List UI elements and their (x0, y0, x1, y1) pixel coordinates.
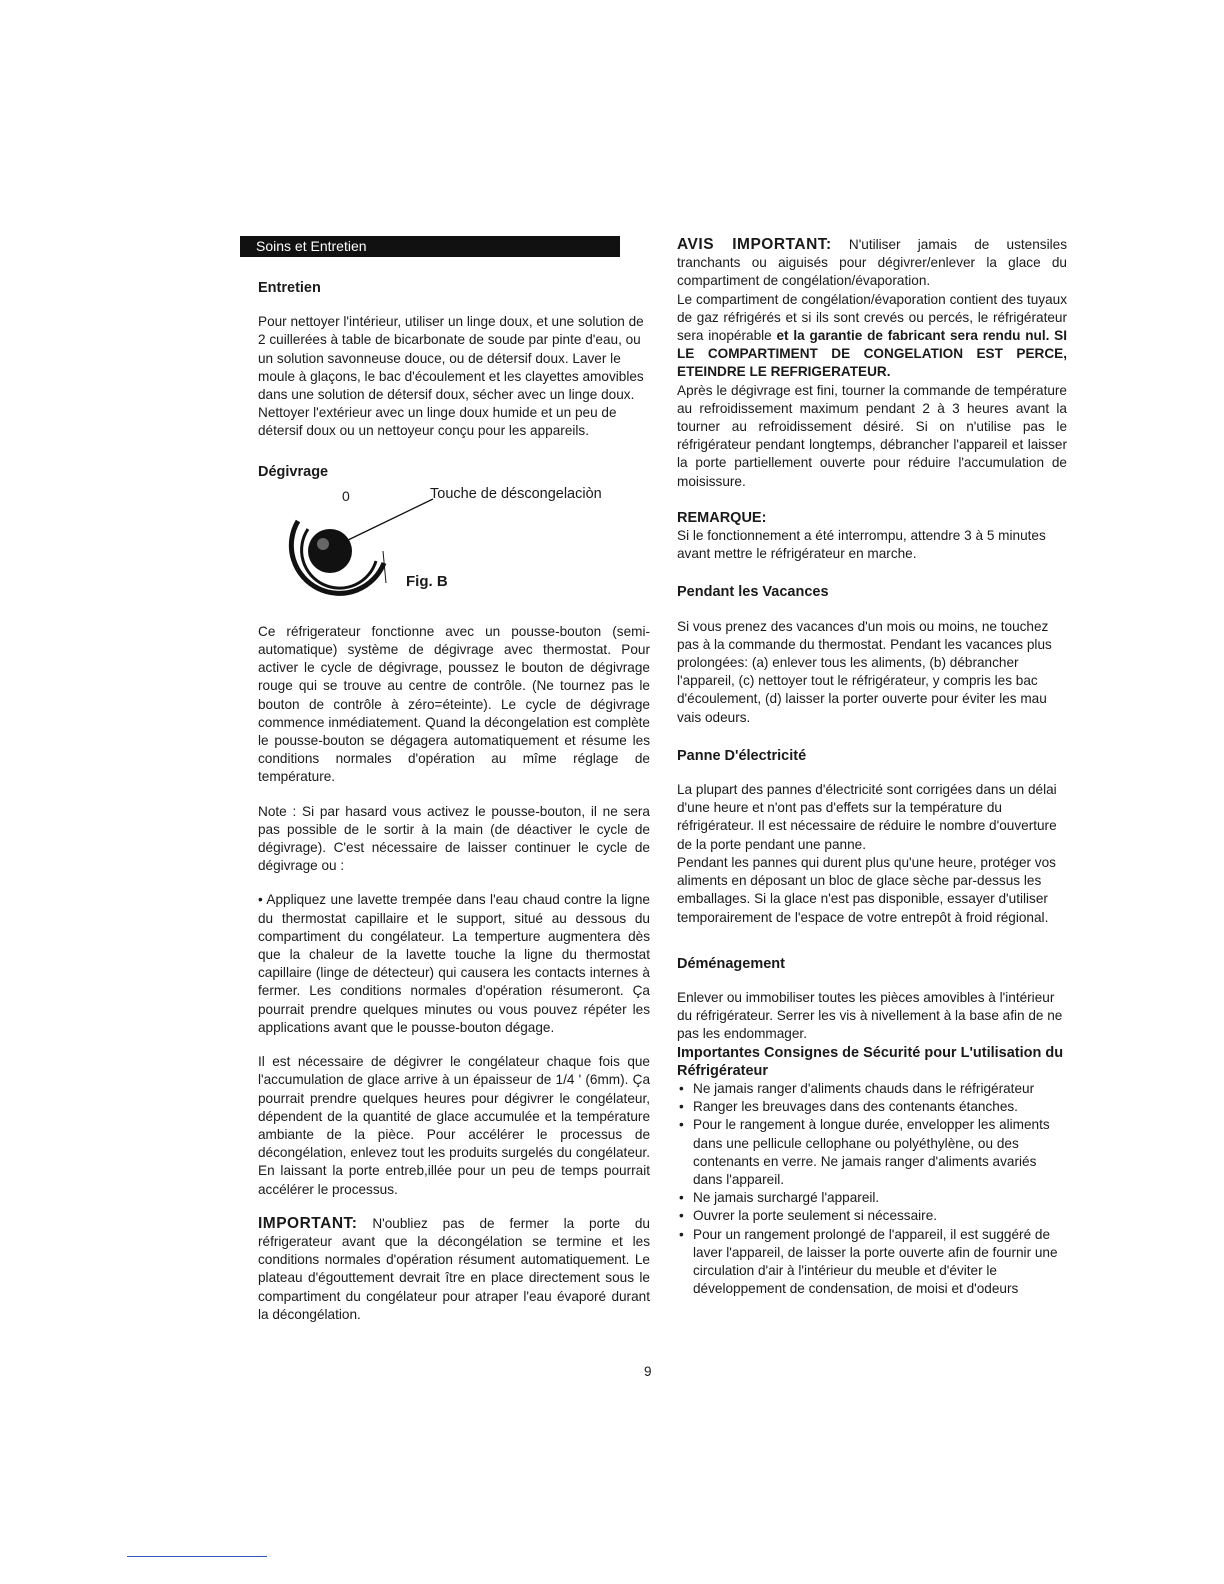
remarque-text: Si le fonctionnement a été interrompu, attendre 3 à 5 minutes avant mettre le réfrigérateur en marche. (677, 528, 1046, 562)
demenagement-text: Enlever ou immobiliser toutes les pièces amovibles à l'intérieur du réfrigérateur. Serrer les vis à nivellement à la base afin de ne pas les endommager. (677, 989, 1063, 1042)
panne-text2: Pendant les pannes qui durent plus qu'une heure, protéger vos aliments en déposant un bloc de glace sèche par-dessus les emballages. Si la glace n'est pas disponible, essayer d'utiliser temporairement de l'espace de votre entrepôt à froid régional. (677, 854, 1056, 925)
avis-paragraph (677, 236, 1067, 291)
list-item: • Pour le rangement à longue durée, envelopper les aliments dans une pellicule cellophane ou polyéthylène, ou des contenants en verre. Ne jamais ranger d'aliments avariés dans l'appareil. (677, 1116, 1067, 1189)
right-column (677, 236, 1067, 1298)
important-paragraph (258, 1215, 650, 1324)
avis-text3: Après le dégivrage est fini, tourner la commande de température au refroidissement maximum pendant 2 à 3 heures avant la tourner au refroidissement désiré. Si on n'utilise pas le réfrigérateur pendant longtemps, débrancher l'appareil et laisser la porte partiellement ouverte pour réduire l'accumulation de moisissure. (677, 382, 1067, 489)
avis-paragraph-2 (677, 291, 1067, 382)
list-item: • Pour un rangement prolongé de l'appareil, il est suggéré de laver l'appareil, de laisser la porte ouverte afin de fournir une circulation d'air à l'intérieur du meuble et d'éviter le développement de condensation, de moisi et d'odeurs (677, 1226, 1067, 1299)
important-text: N'oubliez pas de fermer la porte du réfrigerateur avant que la décongélation se termine et les conditions normales d'opération résument automatiquement. Le plateau d'égouttement devrait ître en place directement sous le compartiment du congélateur pour atraper l'eau évaporé durant la décongélation. (258, 1215, 650, 1322)
avis-label: AVIS IMPORTANT: (677, 236, 832, 253)
vacances-heading: Pendant les Vacances (677, 584, 829, 601)
degivrage-para2: Note : Si par hasard vous activez le pousse-bouton, il ne sera pas possible de le sortir à la main (de déactiver le cycle de dégivrage). C'est nécessaire de laisser continuer le cycle de dégivrage ou : (258, 803, 650, 874)
figure-label: Fig. B (406, 572, 448, 590)
avis-text2: Le compartiment de congélation/évaporation contient des tuyaux de gaz réfrigérés et si ils sont crevés ou percés, le réfrigérateur sera inopérable (677, 291, 1067, 344)
section-banner: Soins et Entretien (240, 236, 620, 257)
demenagement-heading: Déménagement (677, 955, 785, 972)
consignes-heading: Importantes Consignes de Sécurité pour L'utilisation du Réfrigérateur (677, 1044, 1064, 1079)
list-item: • Ouvrer la porte seulement si nécessaire. (677, 1207, 1067, 1225)
degivrage-para3: • Appliquez une lavette trempée dans l'eau chaud contre la ligne du thermostat capillaire et le support, situé au dessous du compartiment du congélateur. La temperture augmentera dès que la chaleur de la lavette touche la ligne du thermostat capillaire (linge de détecteur) qui causera les contacts internes à fermer. Les conditions normales d'opération résumeront. Ça pourrait prendre quelques minutes ou vous pouvez répéter les applications avant que le pousse-bouton dégage. (258, 892, 650, 1035)
list-item: • Ranger les breuvages dans des contenants étanches. (677, 1098, 1067, 1116)
panne-text1: La plupart des pannes d'électricité sont corrigées dans un délai d'une heure et n'ont pas d'effets sur la température du réfrigérateur. Il est nécessaire de réduire le nombre d'ouverture de la porte pendant une panne. (677, 782, 1057, 852)
entretien-text: Pour nettoyer l'intérieur, utiliser un linge doux, et une solution de 2 cuillerées à table de bicarbonate de soude par pinte d'eau, ou un solution savonneuse douce, ou de détersif doux. Laver le moule à glaçons, le bac d'écoulement et les clayettes amovibles dans une solution de détersif doux, sécher avec un linge doux. Nettoyer l'extérieur avec un linge doux humide et un peu de détersif doux ou un nettoyeur conçu pour les appareils. (258, 314, 644, 439)
list-item: • Ne jamais ranger d'aliments chauds dans le réfrigérateur (677, 1080, 1067, 1098)
avis-text2-bold: et la garantie de fabricant sera rendu nul. SI LE COMPARTIMENT DE CONGELATION EST PERCE, ETEINDRE LE REFRIGERATEUR. (677, 328, 1068, 380)
avis-text1: N'utiliser jamais de ustensiles tranchants ou aiguisés pour dégivrer/enlever la glace du compartiment de congélation/évaporation. (677, 237, 1067, 289)
vacances-text: Si vous prenez des vacances d'un mois ou moins, ne touchez pas à la commande du thermostat. Pendant les vacances plus prolongées: (a) enlever tous les aliments, (b) débrancher l'appareil, (c) nettoyer tout le réfrigérateur, y compris les bac d'écoulement, (d) laisser la porter ouverte pour éviter les mau vais odeurs. (677, 618, 1052, 725)
degivrage-heading: Dégivrage (258, 463, 329, 480)
defrost-callout: Touche de déscongelaciòn (430, 485, 602, 502)
figure-b (258, 481, 650, 619)
degivrage-para1: Ce réfrigerateur fonctionne avec un pousse-bouton (semi-automatique) système de dégivrage avec thermostat. Pour activer le cycle de dégivrage, poussez le bouton de dégivrage rouge qui se trouve au centre de contrôle. (Ne tournez pas le bouton de contrôle à zéro=éteinte). Le cycle de dégivrage commence inmédiatement. Quand la décongelation est complète le pousse-bouton se dégagera automatiquement et résume les conditions normales d'opération au mîme réglage de température. (258, 623, 650, 785)
panne-heading: Panne D'électricité (677, 747, 807, 764)
dial-zero-label: 0 (342, 487, 350, 504)
left-column (258, 236, 650, 1324)
safety-list (677, 1080, 1067, 1298)
footer-divider (127, 1556, 267, 1557)
entretien-heading: Entretien (258, 280, 321, 296)
page-number: 9 (644, 1364, 652, 1379)
important-label: IMPORTANT: (258, 1214, 358, 1232)
degivrage-para4: Il est nécessaire de dégivrer le congélateur chaque fois que l'accumulation de glace arrive à un épaisseur de 1/4 ' (6mm). Ça pourrait prendre quelques heures pour dégivrer le congélateur, dépendent de la quantité de glace accumulée et la température ambiante de la pièce. Pour accélérer le processus de décongélation, enlevez tout les produits surgelés du congélateur. En laissant la porte entreb,illée pour un peu de temps pourrait accélérer le processus. (258, 1054, 650, 1197)
remarque-heading: REMARQUE: (677, 509, 767, 526)
list-item: • Ne jamais surchargé l'appareil. (677, 1189, 1067, 1207)
